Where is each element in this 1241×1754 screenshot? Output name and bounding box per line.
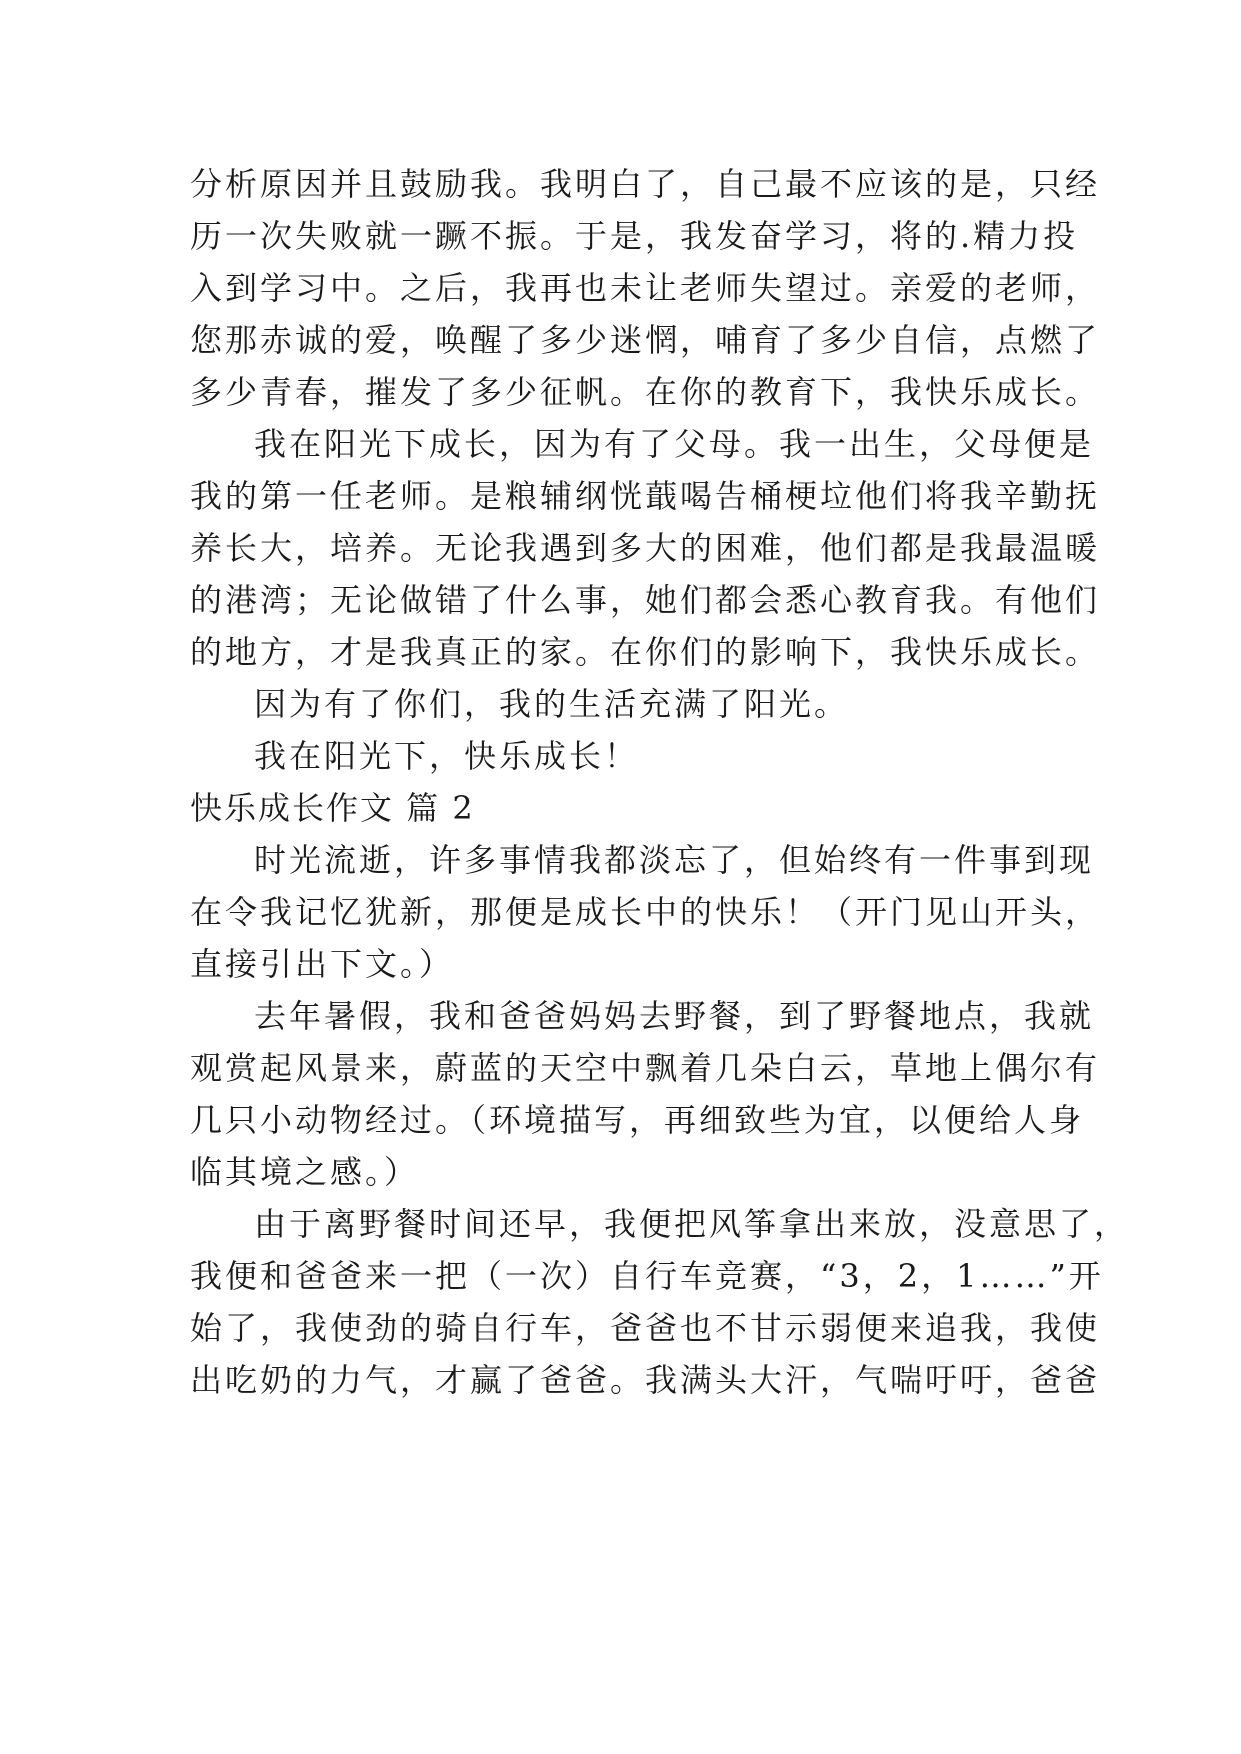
section-heading: 快乐成长作文 篇 2	[190, 789, 475, 827]
text-line: 出吃奶的力气，才赢了爸爸。我满头大汗，气喘吁吁，爸爸	[190, 1361, 1101, 1399]
text-line: 直接引出下文。）	[190, 945, 455, 983]
text-line: 临其境之感。）	[190, 1153, 420, 1191]
text-line: 的地方，才是我真正的家。在你们的影响下，我快乐成长。	[190, 633, 1101, 671]
paragraph-start-line: 我在阳光下，快乐成长！	[254, 737, 640, 775]
text-line: 养长大，培养。无论我遇到多大的困难，他们都是我最温暖	[190, 529, 1101, 567]
text-line: 历一次失败就一蹶不振。于是，我发奋学习，将的.精力投	[190, 217, 1079, 255]
text-line: 的港湾；无论做错了什么事，她们都会悉心教育我。有他们	[190, 581, 1101, 619]
text-line: 我便和爸爸来一把（一次）自行车竞赛，“3，2，1……”开	[190, 1257, 1104, 1295]
text-line: 入到学习中。之后，我再也未让老师失望过。亲爱的老师，	[190, 269, 1101, 307]
text-line: 我的第一任老师。是粮辅纲恍蕺喝告桶梗垃他们将我辛勤抚	[190, 477, 1101, 515]
paragraph-start-line: 去年暑假，我和爸爸妈妈去野餐，到了野餐地点，我就	[254, 997, 1095, 1035]
text-line: 在令我记忆犹新，那便是成长中的快乐！（开门见山开头，	[190, 893, 1101, 931]
paragraph-start-line: 我在阳光下成长，因为有了父母。我一出生，父母便是	[254, 425, 1095, 463]
text-line: 观赏起风景来，蔚蓝的天空中飘着几朵白云，草地上偶尔有	[190, 1049, 1101, 1087]
text-line: 几只小动物经过。（环境描写，再细致些为宜，以便给人身	[190, 1101, 1085, 1139]
text-line: 您那赤诚的爱，唤醒了多少迷惘，哺育了多少自信，点燃了	[190, 321, 1101, 359]
paragraph-start-line: 时光流逝，许多事情我都淡忘了，但始终有一件事到现	[254, 841, 1095, 879]
text-line: 分析原因并且鼓励我。我明白了，自己最不应该的是，只经	[190, 165, 1101, 203]
text-line: 始了，我使劲的骑自行车，爸爸也不甘示弱便来追我，我使	[190, 1309, 1101, 1347]
paragraph-start-line: 由于离野餐时间还早，我便把风筝拿出来放，没意思了，	[254, 1205, 1130, 1243]
text-line: 多少青春，摧发了多少征帆。在你的教育下，我快乐成长。	[190, 373, 1101, 411]
paragraph-start-line: 因为有了你们，我的生活充满了阳光。	[254, 685, 850, 723]
document-body	[190, 158, 1130, 1406]
